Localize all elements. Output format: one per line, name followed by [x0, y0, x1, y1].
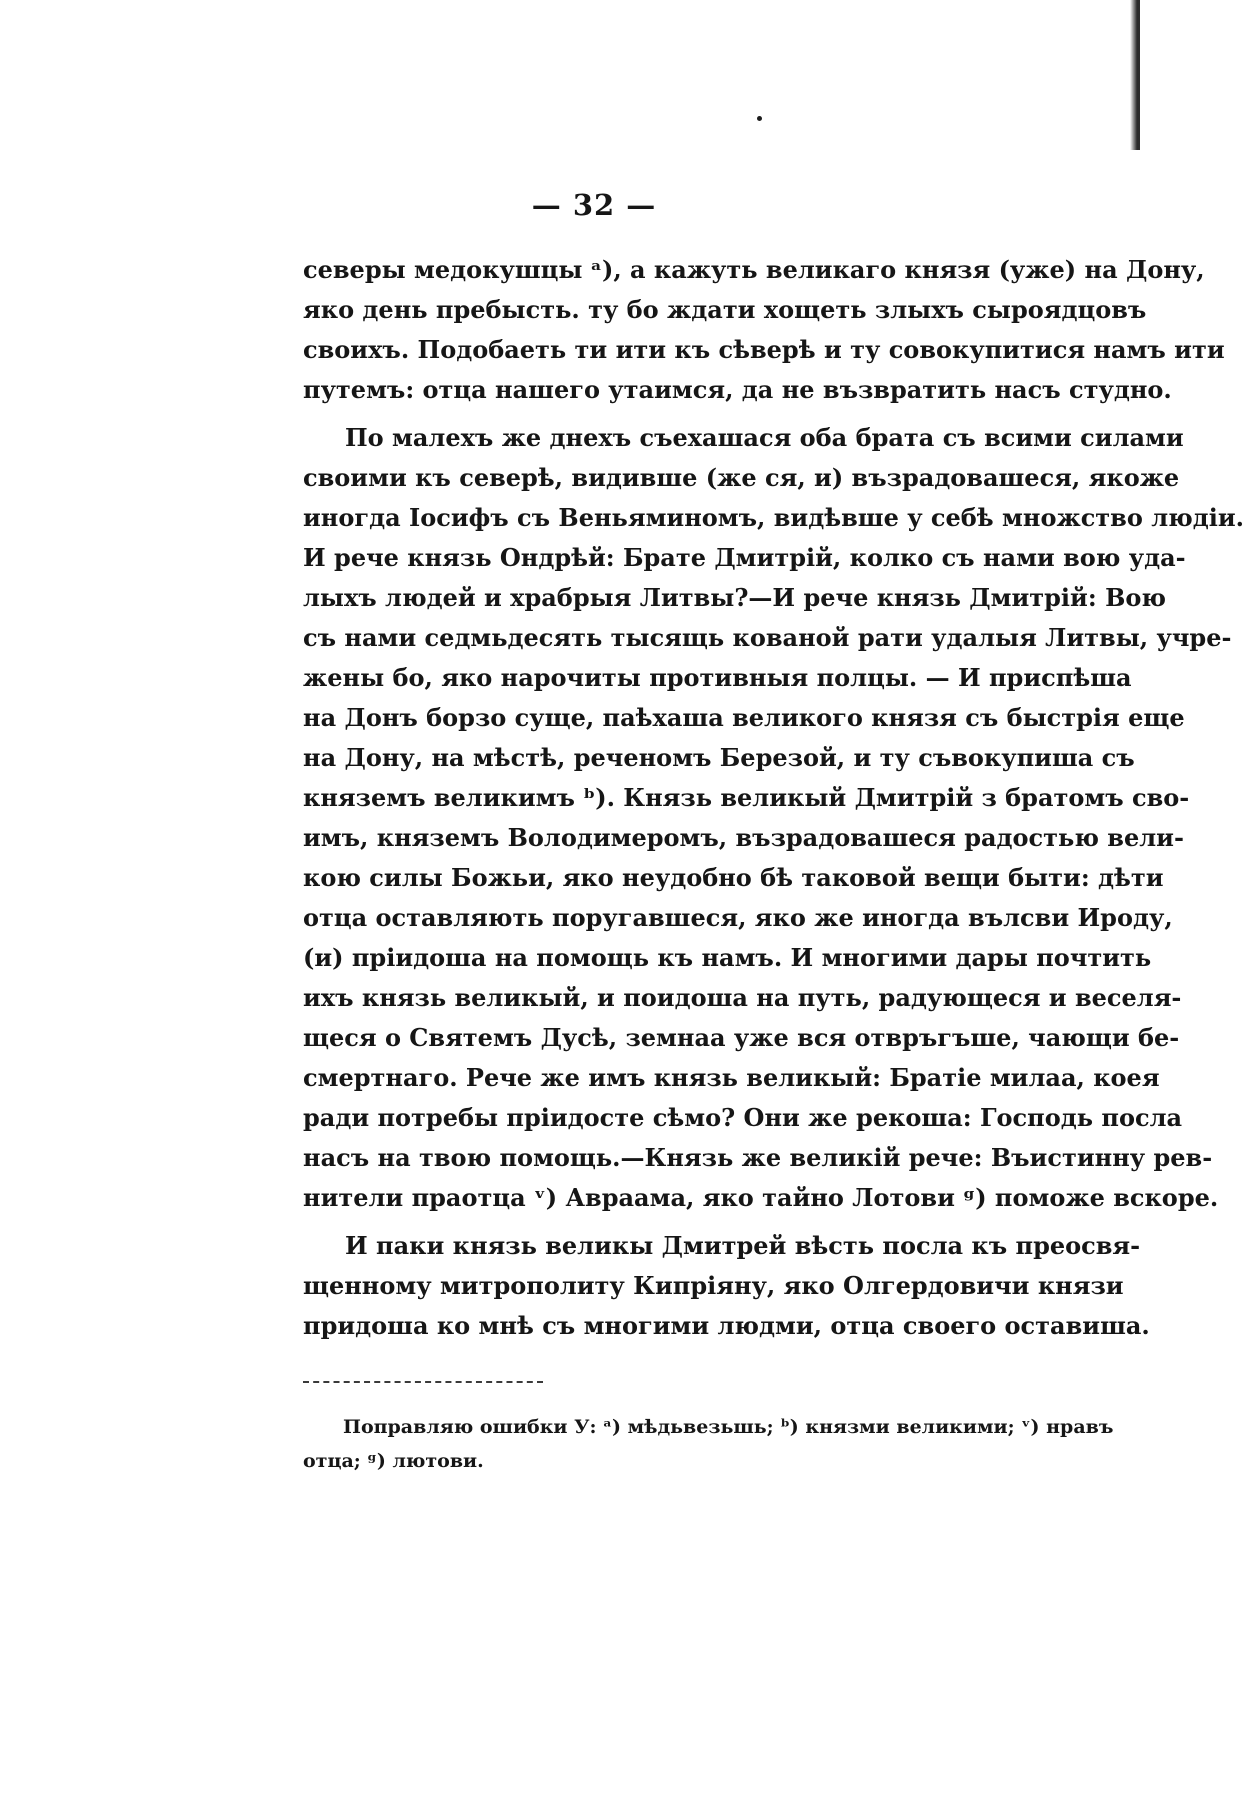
- text-line: своихъ. Подобаеть ти ити къ сѣверѣ и ту совокупитися намъ ити: [303, 335, 1225, 364]
- text-line: на Донъ борзо суще, паѣхаша великого князя съ быстрiя еще: [303, 703, 1185, 732]
- text-line: ради потребы прiидосте сѣмо? Они же рекоша: Господь посла: [303, 1103, 1183, 1132]
- text-line: (и) прiидоша на помощь къ намъ. И многими дары почтить: [303, 943, 1152, 972]
- text-line: нители праотца ᵛ) Авраама, яко тайно Лотови ᵍ) поможе вскоре.: [303, 1183, 1219, 1212]
- text-line: имъ, княземъ Володимеромъ, възрадовашеся радостью вели-: [303, 823, 1184, 852]
- text-line: путемъ: отца нашего утаимся, да не възвратить насъ студно.: [303, 375, 1172, 404]
- footnotes: [303, 1410, 1114, 1478]
- page-number: — 32 —: [531, 188, 657, 222]
- text-line: придоша ко мнѣ съ многими людми, отца своего оставиша.: [303, 1311, 1150, 1340]
- text-line: отца оставляють поругавшеся, яко же иногда вълсви Ироду,: [303, 903, 1173, 932]
- text-line: жены бо, яко нарочиты противныя полцы. — И приспѣша: [303, 663, 1132, 692]
- text-line: кою силы Божьи, яко неудобно бѣ таковой вещи быти: дѣти: [303, 863, 1164, 892]
- paragraph-2: [303, 418, 1244, 1218]
- text-line: яко день пребысть. ту бо ждати хощеть злыхъ сыроядцовъ: [303, 295, 1147, 324]
- text-line: И рече князь Ондрѣй: Брате Дмитрiй, колко съ нами вою уда-: [303, 543, 1186, 572]
- scan-speck: [757, 116, 762, 121]
- text-line: По малехъ же днехъ съехашася оба брата съ всими силами: [345, 423, 1184, 452]
- text-line: иногда Iосифъ съ Веньяминомъ, видѣвше у себѣ множство людiи.: [303, 503, 1244, 532]
- text-line: ихъ князь великый, и поидоша на путь, радующеся и веселя-: [303, 983, 1182, 1012]
- text-line: щенному митрополиту Кипрiяну, яко Олгердовичи князи: [303, 1271, 1124, 1300]
- text-line: смертнаго. Рече же имъ князь великый: Братiе милаа, коея: [303, 1063, 1160, 1092]
- text-line: северы медокушцы ᵃ), а кажуть великаго князя (уже) на Дону,: [303, 255, 1205, 284]
- text-line: И паки князь великы Дмитрей вѣсть посла къ преосвя-: [345, 1231, 1141, 1260]
- paragraph-3: [303, 1226, 1150, 1346]
- paragraph-1: [303, 250, 1225, 410]
- text-line: княземъ великимъ ᵇ). Князь великый Дмитрiй з братомъ сво-: [303, 783, 1190, 812]
- text-line: съ нами седмьдесять тысящь кованой рати удалыя Литвы, учре-: [303, 623, 1232, 652]
- text-line: насъ на твою помощь.—Князь же великiй рече: Въистинну рев-: [303, 1143, 1213, 1172]
- footnote-line: Поправляю ошибки У: ᵃ) мѣдьвезьшь; ᵇ) князми великими; ᵛ) нравъ: [343, 1416, 1114, 1438]
- footnote-line: отца; ᵍ) лютови.: [303, 1450, 484, 1472]
- text-line: на Дону, на мѣстѣ, реченомъ Березой, и ту съвокупиша съ: [303, 743, 1135, 772]
- footnote-separator: [303, 1381, 543, 1383]
- text-line: своими къ северѣ, видивше (же ся, и) възрадовашеся, якоже: [303, 463, 1180, 492]
- main-text: [303, 250, 1244, 1346]
- text-line: лыхъ людей и храбрыя Литвы?—И рече князь Дмитрiй: Вою: [303, 583, 1166, 612]
- text-line: щеся о Святемъ Дусѣ, земнаа уже вся отвръгъше, чающи бе-: [303, 1023, 1180, 1052]
- scan-edge-shadow: [1130, 0, 1140, 150]
